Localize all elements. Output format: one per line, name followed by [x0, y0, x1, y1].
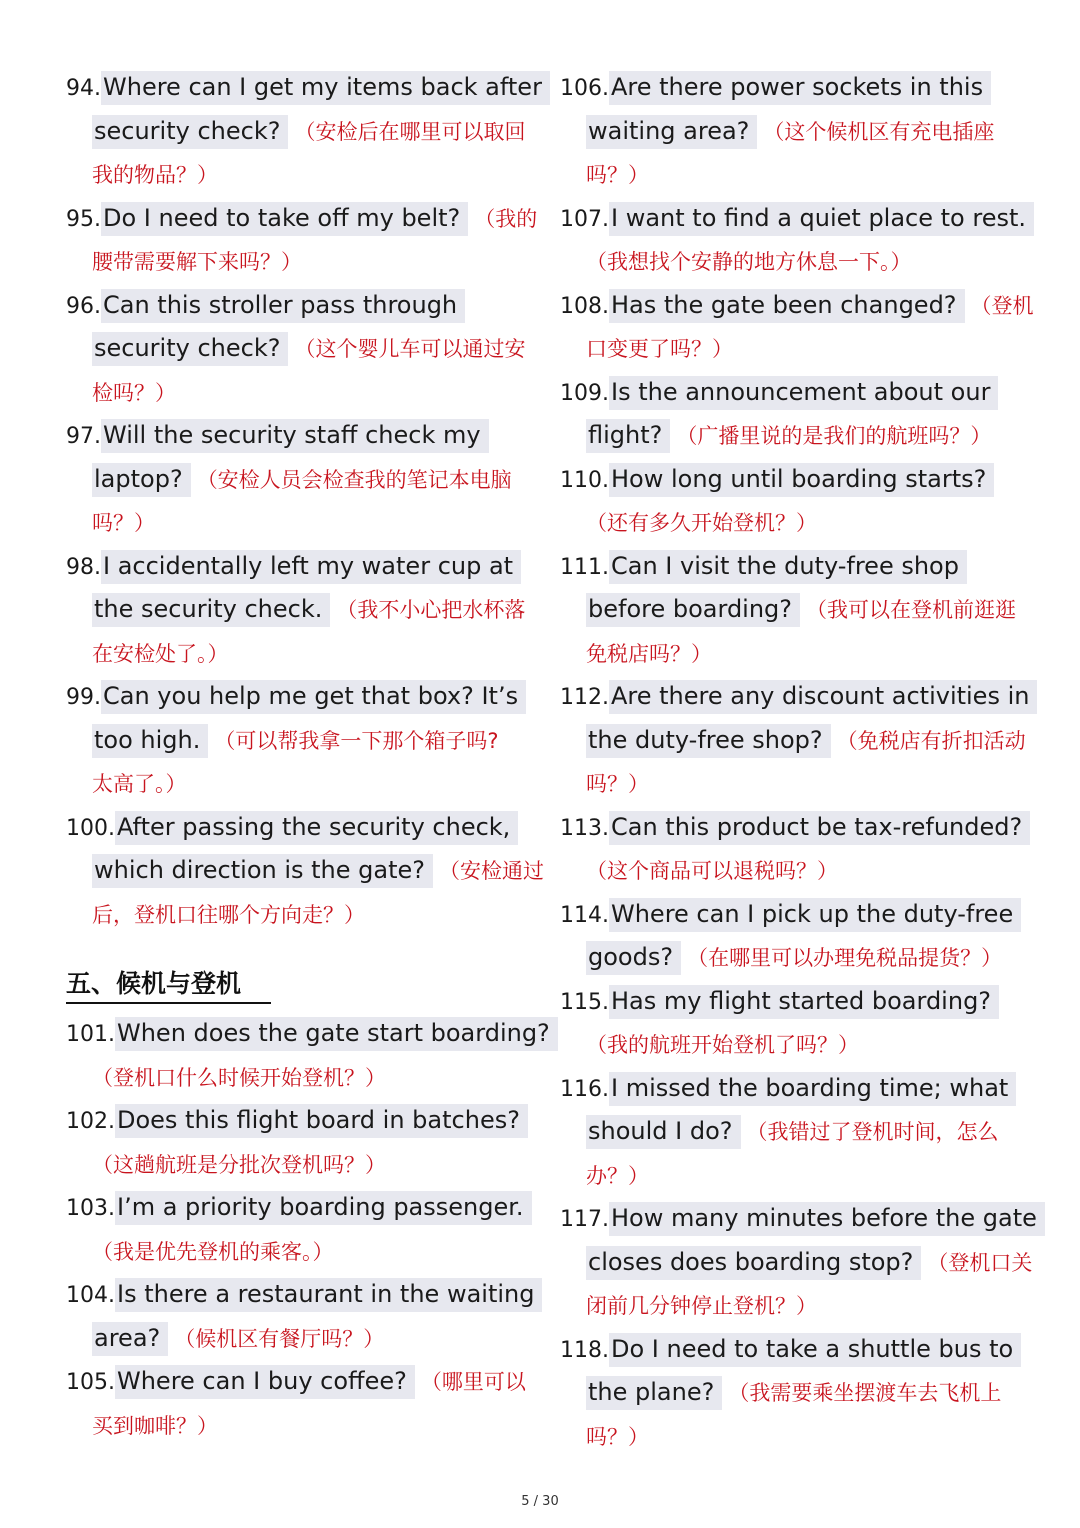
english-phrase: I accidentally left my water cup at — [101, 550, 521, 584]
phrase-line — [560, 371, 1020, 415]
english-phrase: security check? — [92, 115, 288, 149]
phrase-line — [66, 197, 536, 241]
english-phrase: Do I need to take a shuttle bus to — [609, 1333, 1021, 1367]
phrase-line — [66, 719, 536, 763]
chinese-translation: （在哪里可以办理免税品提货？） — [687, 946, 1003, 970]
phrase-line — [560, 1415, 1020, 1459]
phrase-item — [66, 1273, 536, 1360]
chinese-translation: （这趟航班是分批次登机吗？） — [92, 1152, 386, 1177]
left-column — [66, 66, 550, 1447]
chinese-translation: （我不小心把水杯落 — [336, 598, 526, 622]
phrase-line — [66, 1056, 536, 1100]
phrase-line — [560, 1154, 1020, 1198]
phrase-line — [66, 1012, 550, 1056]
phrase-line — [560, 1241, 1033, 1285]
item-number: 107. — [560, 206, 609, 232]
page-number: 5 / 30 — [521, 1494, 559, 1509]
english-phrase: waiting area? — [586, 115, 757, 149]
item-number: 97. — [66, 424, 101, 449]
chinese-translation: （登机口关 — [927, 1250, 1033, 1275]
phrase-item — [560, 1067, 1020, 1198]
phrase-item — [66, 675, 536, 806]
chinese-translation: 口变更了吗？） — [586, 337, 733, 361]
english-phrase: laptop? — [92, 463, 191, 497]
chinese-translation: （我的 — [474, 206, 538, 231]
chinese-translation: 吗？） — [92, 511, 155, 535]
item-number: 98. — [66, 554, 101, 580]
phrase-line — [66, 632, 536, 676]
phrase-item — [66, 197, 536, 284]
english-phrase: goods? — [586, 941, 681, 975]
english-phrase: Can this product be tax-refunded? — [609, 811, 1030, 845]
phrase-item — [66, 545, 536, 676]
chinese-translation: （我想找个安静的地方休息一下。） — [586, 250, 912, 274]
chinese-translation: （免税店有折扣活动 — [836, 728, 1026, 753]
english-phrase: I missed the boarding time; what — [609, 1072, 1016, 1106]
english-phrase: the security check. — [92, 593, 330, 627]
english-phrase: flight? — [586, 419, 670, 453]
phrase-item — [560, 545, 1020, 676]
phrase-line — [66, 501, 536, 545]
english-phrase: security check? — [92, 332, 288, 366]
phrase-item — [66, 1012, 550, 1099]
english-phrase: should I do? — [586, 1115, 741, 1149]
item-number: 110. — [560, 467, 609, 493]
english-phrase: Has the gate been changed? — [609, 289, 965, 323]
chinese-translation: （这个婴儿车可以通过安 — [294, 337, 526, 361]
english-phrase: After passing the security check, — [115, 811, 518, 845]
chinese-translation: （我的航班开始登机了吗？） — [586, 1033, 859, 1057]
phrase-line — [560, 1110, 1020, 1154]
english-phrase: area? — [92, 1322, 168, 1356]
english-phrase: the duty-free shop? — [586, 724, 831, 758]
phrase-line — [66, 893, 536, 937]
item-number: 99. — [66, 685, 101, 710]
item-number: 101. — [66, 1022, 115, 1047]
chinese-translation: （登机口什么时候开始登机？） — [92, 1065, 386, 1090]
phrase-line — [66, 458, 536, 502]
chinese-translation: （候机区有餐厅吗？） — [174, 1326, 385, 1351]
item-number: 113. — [560, 815, 609, 841]
english-phrase: which direction is the gate? — [92, 854, 433, 888]
item-number: 112. — [560, 685, 609, 710]
english-phrase: Are there any discount activities in — [609, 680, 1037, 714]
phrase-line — [560, 458, 1020, 502]
item-number: 117. — [560, 1207, 609, 1232]
phrase-item — [560, 371, 1020, 458]
english-phrase: Has my flight started boarding? — [609, 985, 999, 1019]
phrase-line — [66, 1230, 536, 1274]
english-phrase: the plane? — [586, 1376, 722, 1410]
english-phrase: Can this stroller pass through — [101, 289, 465, 323]
phrase-item — [66, 1099, 536, 1186]
phrase-line — [66, 806, 536, 850]
item-number: 116. — [560, 1076, 609, 1102]
phrase-item — [560, 197, 1027, 284]
chinese-translation: （广播里说的是我们的航班吗？） — [676, 424, 992, 448]
phrase-list-security — [66, 66, 545, 936]
phrase-line — [560, 893, 1020, 937]
chinese-translation: 吗？） — [586, 163, 649, 187]
english-phrase: Can you help me get that box? It’s — [101, 680, 526, 714]
chinese-translation: （还有多久开始登机？） — [586, 511, 817, 535]
phrase-line — [560, 284, 1034, 328]
phrase-line — [66, 545, 536, 589]
phrase-line — [66, 588, 536, 632]
chinese-translation: 买到咖啡？） — [92, 1413, 218, 1438]
phrase-line — [560, 240, 1020, 284]
phrase-line — [560, 675, 1030, 719]
chinese-translation: （安检后在哪里可以取回 — [294, 119, 526, 144]
phrase-line — [560, 1197, 1037, 1241]
english-phrase: When does the gate start boarding? — [115, 1017, 558, 1051]
phrase-line — [66, 414, 536, 458]
phrase-list-waiting — [560, 66, 1037, 1458]
phrase-list-boarding — [66, 1012, 550, 1447]
item-number: 102. — [66, 1109, 115, 1134]
chinese-translation: 办？） — [586, 1163, 649, 1188]
phrase-line — [560, 762, 1020, 806]
phrase-item — [66, 414, 536, 545]
item-number: 115. — [560, 989, 609, 1015]
phrase-line — [560, 1284, 1020, 1328]
chinese-translation: （这个候机区有充电插座 — [763, 119, 995, 144]
phrase-item — [560, 675, 1030, 806]
item-number: 96. — [66, 293, 101, 319]
chinese-translation: 我的物品？） — [92, 163, 218, 187]
phrase-item — [560, 1328, 1020, 1459]
phrase-line — [560, 1371, 1020, 1415]
phrase-line — [66, 110, 536, 154]
english-phrase: Where can I pick up the duty-free — [609, 898, 1021, 932]
chinese-translation: （我错过了登机时间，怎么 — [746, 1120, 999, 1144]
phrase-line — [560, 1023, 1020, 1067]
right-column — [560, 66, 1037, 1458]
chinese-translation: 免税店吗？） — [586, 641, 712, 666]
item-number: 118. — [560, 1337, 609, 1363]
chinese-translation: 吗？） — [586, 772, 649, 796]
phrase-item — [66, 66, 542, 197]
phrase-item — [560, 980, 1020, 1067]
english-phrase: How many minutes before the gate — [609, 1202, 1045, 1236]
item-number: 105. — [66, 1370, 115, 1395]
item-number: 103. — [66, 1196, 115, 1221]
item-number: 106. — [560, 76, 609, 101]
phrase-item — [66, 1186, 536, 1273]
phrase-line — [66, 240, 536, 284]
english-phrase: How long until boarding starts? — [609, 463, 994, 497]
chinese-translation: （安检通过 — [439, 859, 545, 883]
chinese-translation: （我是优先登机的乘客。） — [92, 1239, 334, 1264]
english-phrase: closes does boarding stop? — [586, 1246, 921, 1280]
chinese-translation: （登机 — [970, 293, 1034, 318]
phrase-line — [66, 1404, 536, 1448]
phrase-item — [560, 1197, 1037, 1328]
chinese-translation: 检吗？） — [92, 380, 176, 405]
chinese-translation: 太高了。） — [92, 772, 187, 796]
item-number: 95. — [66, 206, 101, 232]
phrase-line — [560, 327, 1020, 371]
phrase-item — [66, 1360, 536, 1447]
phrase-line — [560, 153, 1020, 197]
phrase-line — [560, 632, 1020, 676]
phrase-line — [66, 327, 536, 371]
english-phrase: I want to find a quiet place to rest. — [609, 202, 1034, 236]
phrase-line — [560, 719, 1026, 763]
english-phrase: too high. — [92, 724, 208, 758]
phrase-line — [66, 1186, 536, 1230]
phrase-item — [560, 458, 1020, 545]
item-number: 108. — [560, 293, 609, 319]
phrase-line — [560, 1328, 1020, 1372]
phrase-item — [560, 893, 1020, 980]
phrase-item — [560, 806, 1023, 893]
phrase-line — [66, 1143, 536, 1187]
phrase-line — [560, 806, 1023, 850]
phrase-line — [560, 414, 1020, 458]
item-number: 94. — [66, 76, 101, 101]
phrase-line — [560, 980, 1020, 1024]
phrase-item — [560, 66, 1020, 197]
chinese-translation: （可以帮我拿一下那个箱子吗? — [214, 728, 499, 753]
english-phrase: Is the announcement about our — [609, 376, 998, 410]
section-title: 五、候机与登机 — [66, 966, 271, 1004]
english-phrase: Can I visit the duty-free shop — [609, 550, 967, 584]
chinese-translation: （这个商品可以退税吗？） — [586, 859, 838, 883]
phrase-line — [560, 110, 1020, 154]
english-phrase: Do I need to take off my belt? — [101, 202, 468, 236]
item-number: 104. — [66, 1283, 115, 1308]
phrase-item — [560, 284, 1034, 371]
phrase-item — [66, 806, 545, 937]
phrase-item — [66, 284, 536, 415]
phrase-line — [560, 66, 1020, 110]
item-number: 109. — [560, 380, 609, 406]
phrase-line — [560, 849, 1020, 893]
chinese-translation: （安检人员会检查我的笔记本电脑 — [196, 467, 512, 492]
chinese-translation: 在安检处了。） — [92, 641, 229, 666]
english-phrase: before boarding? — [586, 593, 800, 627]
chinese-translation: 腰带需要解下来吗？） — [92, 250, 302, 274]
chinese-translation: 闭前几分钟停止登机？） — [586, 1294, 817, 1318]
phrase-line — [560, 1067, 1020, 1111]
phrase-line — [560, 501, 1020, 545]
english-phrase: Are there power sockets in this — [609, 71, 991, 105]
phrase-line — [66, 1273, 536, 1317]
english-phrase: Does this flight board in batches? — [115, 1104, 528, 1138]
english-phrase: Where can I get my items back after — [101, 71, 550, 105]
chinese-translation: （我可以在登机前逛逛 — [806, 598, 1017, 622]
phrase-line — [66, 371, 536, 415]
phrase-line — [66, 1360, 536, 1404]
phrase-line — [66, 849, 545, 893]
english-phrase: Will the security staff check my — [101, 419, 489, 453]
english-phrase: Where can I buy coffee? — [115, 1365, 415, 1399]
phrase-line — [66, 1317, 536, 1361]
item-number: 114. — [560, 902, 609, 928]
phrase-line — [560, 936, 1020, 980]
phrase-line — [560, 588, 1020, 632]
phrase-line — [66, 762, 536, 806]
phrase-line — [66, 675, 536, 719]
phrase-line — [560, 545, 1020, 589]
chinese-translation: 吗？） — [586, 1424, 649, 1449]
item-number: 100. — [66, 815, 115, 841]
chinese-translation: （我需要乘坐摆渡车去飞机上 — [728, 1381, 1002, 1405]
phrase-line — [560, 197, 1027, 241]
phrase-line — [66, 1099, 536, 1143]
phrase-line — [66, 66, 542, 110]
phrase-line — [66, 153, 536, 197]
chinese-translation: 后，登机口往哪个方向走？） — [92, 902, 365, 927]
chinese-translation: （哪里可以 — [420, 1370, 526, 1394]
phrase-line — [66, 284, 536, 328]
item-number: 111. — [560, 554, 609, 580]
english-phrase: I’m a priority boarding passenger. — [115, 1191, 532, 1225]
english-phrase: Is there a restaurant in the waiting — [115, 1278, 542, 1312]
